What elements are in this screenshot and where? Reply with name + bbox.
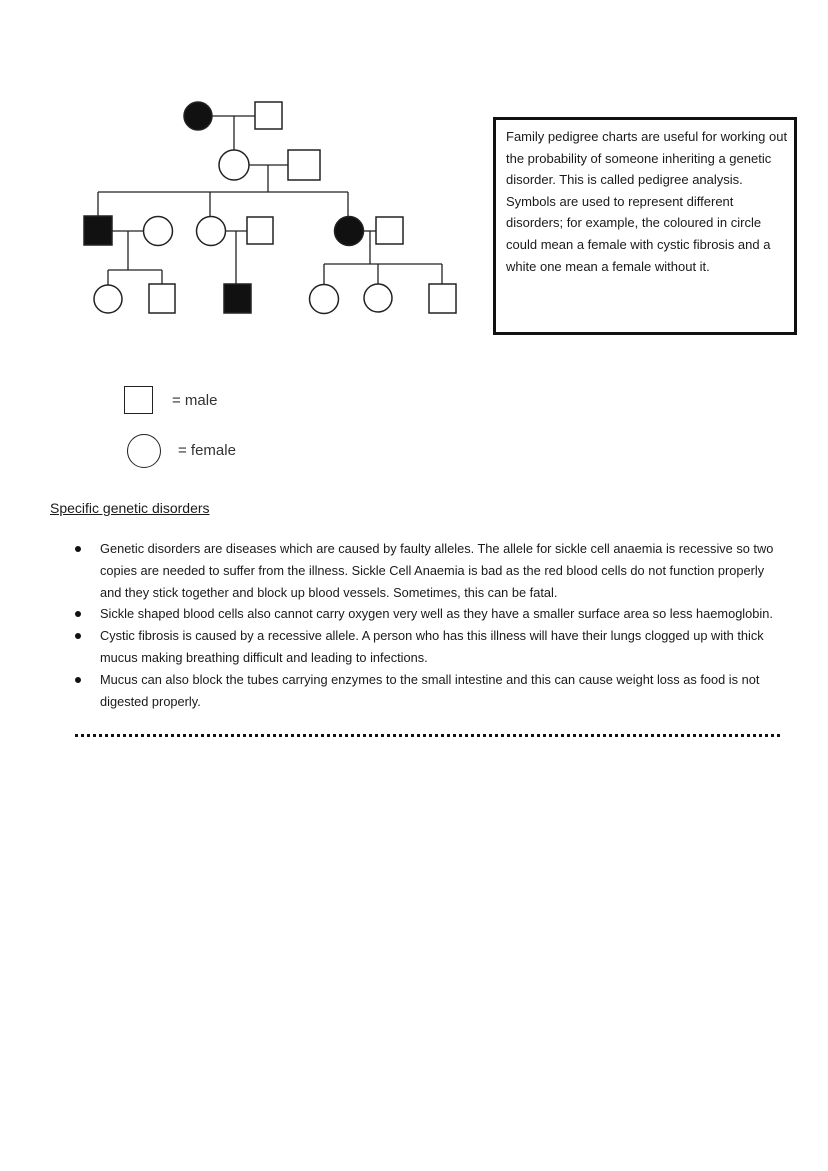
unaffected-female xyxy=(144,217,173,246)
info-text: Family pedigree charts are useful for working out the probability of someone inheriting a genetic disorder. This is called pedigree analysis. Symbols are used to represent different disorders; for example, the coloured in circle could mean a female with cystic fibrosis and a white one mean a female without it. xyxy=(506,129,788,274)
bullet-list xyxy=(75,538,785,712)
unaffected-female xyxy=(310,285,339,314)
list-item xyxy=(75,669,785,713)
unaffected-female xyxy=(364,284,392,312)
list-item-text: Mucus can also block the tubes carrying enzymes to the small intestine and this can cause weight loss as food is not digested properly. xyxy=(100,671,760,709)
unaffected-male xyxy=(429,284,456,313)
list-item-text: Genetic disorders are diseases which are caused by faulty alleles. The allele for sickle cell anaemia is recessive so two copies are needed to suffer from the illness. Sickle Cell Anaemia is bad as the red blood cells do not function properly and they stick together and block up blood vessels. Sometimes, this can be fatal. xyxy=(100,541,774,600)
bullet-icon xyxy=(75,633,81,639)
pedigree-chart xyxy=(0,0,480,330)
info-box xyxy=(493,117,797,335)
bullet-icon xyxy=(75,611,81,617)
affected-female xyxy=(335,217,364,246)
unaffected-male xyxy=(149,284,175,313)
unaffected-male xyxy=(255,102,282,129)
legend-male-label: = male xyxy=(172,392,218,409)
unaffected-male xyxy=(247,217,273,244)
affected-male xyxy=(84,216,112,245)
legend-female-label: = female xyxy=(178,442,236,459)
section-heading: Specific genetic disorders xyxy=(50,500,210,516)
unaffected-female xyxy=(94,285,122,313)
dotted-divider xyxy=(75,734,780,737)
list-item xyxy=(75,538,785,603)
unaffected-male xyxy=(376,217,403,244)
female-symbol-icon xyxy=(127,434,161,468)
unaffected-female xyxy=(219,150,249,180)
male-symbol-icon xyxy=(124,386,153,414)
unaffected-male xyxy=(288,150,320,180)
list-item-text: Sickle shaped blood cells also cannot carry oxygen very well as they have a smaller surface area so less haemoglobin. xyxy=(100,606,773,622)
list-item xyxy=(75,603,785,625)
list-item-text: Cystic fibrosis is caused by a recessive allele. A person who has this illness will have their lungs clogged up with thick mucus making breathing difficult and leading to infections. xyxy=(100,628,764,665)
bullet-icon xyxy=(75,546,81,552)
affected-male xyxy=(224,284,251,313)
list-item xyxy=(75,625,785,669)
unaffected-female xyxy=(197,217,226,246)
bullet-icon xyxy=(75,677,81,683)
affected-female xyxy=(184,102,212,130)
